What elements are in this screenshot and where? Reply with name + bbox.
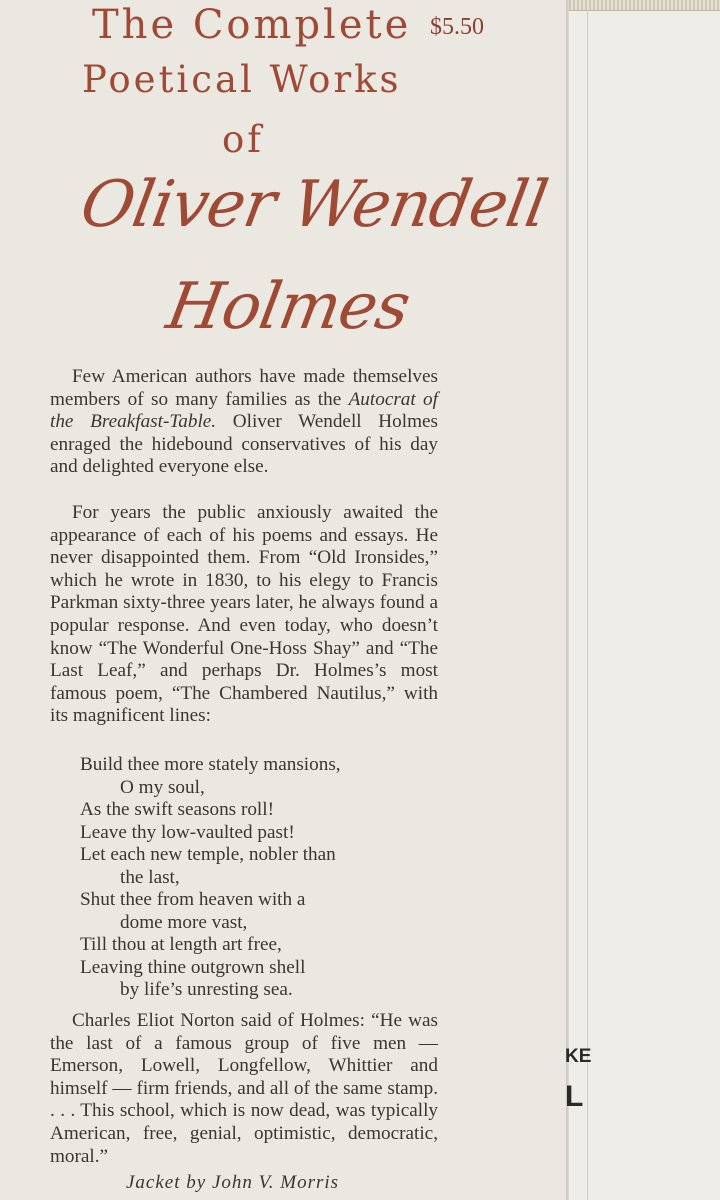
poem-line: Let each new temple, nobler than (80, 844, 336, 865)
title-line-3: of (222, 118, 264, 161)
poem-line: As the swift seasons roll! (80, 799, 274, 820)
jacket-credit: Jacket by John V. Morris (126, 1172, 340, 1193)
poem-line: Till thou at length art free, (80, 934, 282, 955)
spine-text-fragment-2: L (565, 1080, 584, 1113)
cover-top-strip (569, 0, 720, 11)
paragraph-quote: Charles Eliot Norton said of Holmes: “He was the last of a famous group of five men — Emerson, Lowell, Longfellow, Whittier and himself — firm friends, and all of the same stamp. . . . This school, which is now dead, was typically American, free, genial, optimistic, democratic, moral.” (50, 1010, 438, 1167)
price-label: $5.50 (430, 14, 484, 40)
title-line-1: The Complete (92, 2, 412, 48)
poem-line: Leaving thine outgrown shell (80, 956, 306, 978)
cover-vertical-rule (587, 10, 588, 1200)
paragraph-history: For years the public anxiously awaited the appearance of each of his poems and essays. He never disappointed them. From “Old Ironsides,” which he wrote in 1830, to his elegy to Francis Parkman sixty-three years later, he always found a popular response. And even today, who doesn’t know “The Wonderful One-Hoss Shay” and “The Last Leaf,” and perhaps Dr. Holmes’s most famous poem, “The Chambered Nautilus,” with its magnificent lines: (50, 502, 438, 727)
paragraph-intro (50, 366, 438, 479)
poem-excerpt (80, 754, 341, 1002)
poem-line: the last, (120, 866, 180, 888)
poem-line: Leave thy low-vaulted past! (80, 821, 295, 843)
poem-line: dome more vast, (120, 911, 248, 933)
paragraph-intro-start: Few American authors have made themselves members of so many families as the (50, 366, 438, 410)
paragraph-intro-end: Oliver Wendell Holmes enraged the hidebound conservatives of his day and delighted everyone else. (50, 411, 438, 478)
book-cover-panel (569, 0, 720, 1200)
poem-line: Shut thee from heaven with a (80, 889, 306, 910)
author-name-line-2: Holmes (161, 270, 415, 344)
poem-line: O my soul, (120, 776, 205, 798)
title-line-2: Poetical Works (82, 58, 402, 101)
book-title-italic: Autocrat of the Breakfast-Table. (50, 388, 438, 433)
poem-line: Build thee more stately mansions, (80, 754, 341, 775)
author-name-line-1: Oliver Wendell (75, 168, 553, 242)
spine-text-fragment-1: KE (565, 1046, 592, 1067)
poem-line: by life’s unresting sea. (120, 979, 293, 1000)
